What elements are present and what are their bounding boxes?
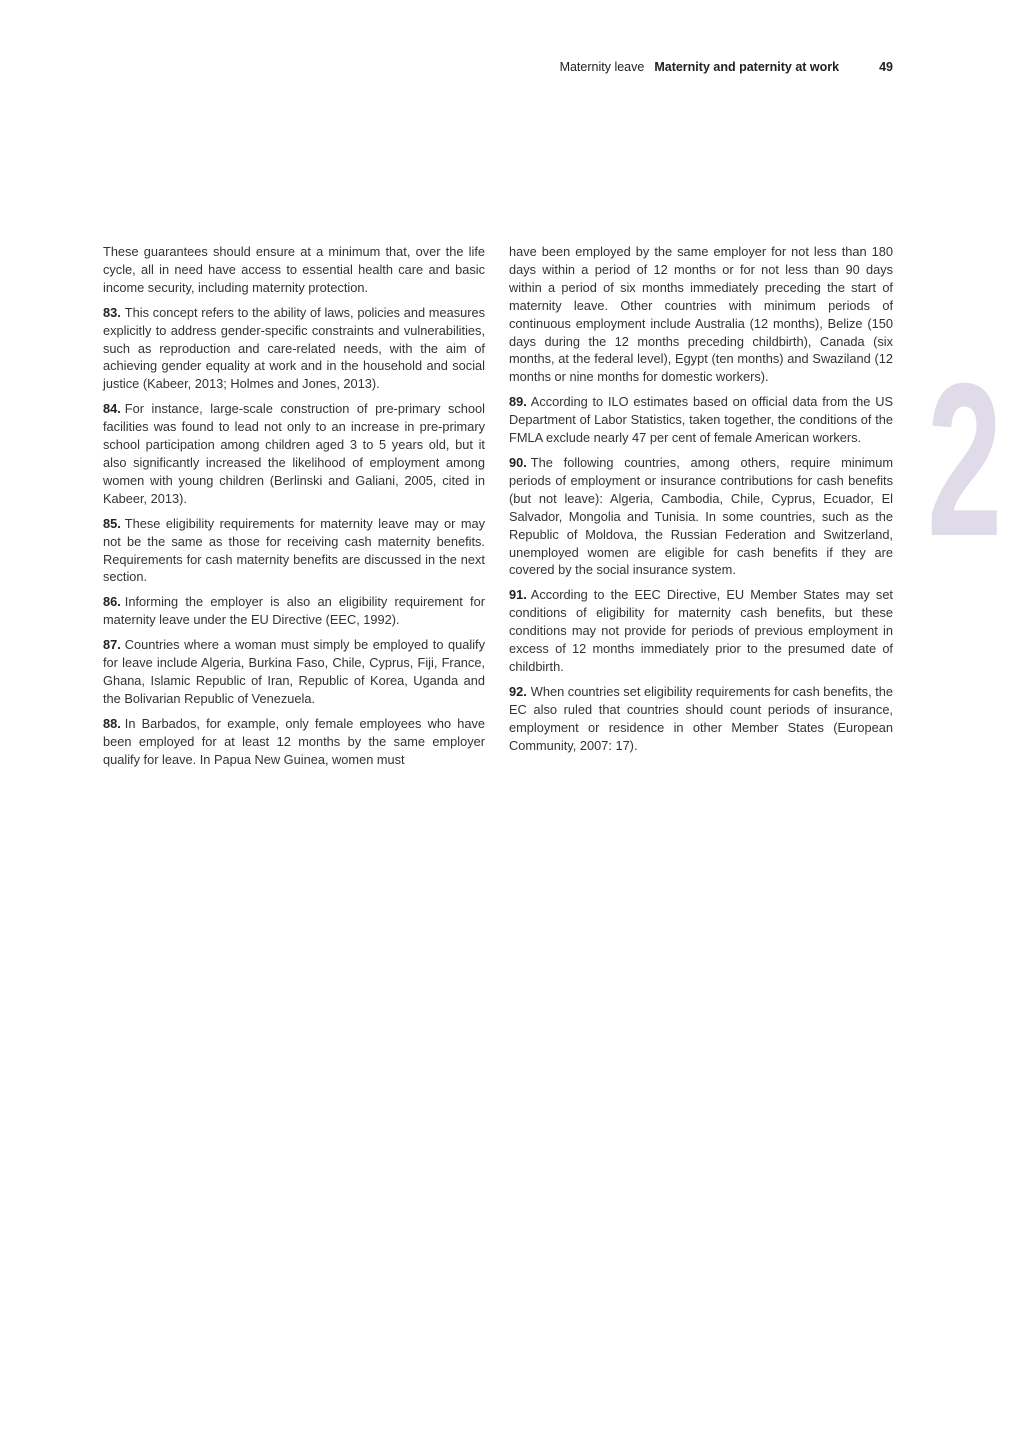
- note-number: 85.: [103, 515, 121, 531]
- note-number: 88.: [103, 715, 121, 731]
- note-86: [103, 593, 485, 629]
- note-text: Countries where a woman must simply be employed to qualify for leave include Algeria, Burkina Faso, Chile, Cyprus, Fiji, France, Ghana, Islamic Republic of Iran, Republic of Korea, Uganda and the Bolivarian Republic of Venezuela.: [103, 637, 485, 706]
- note-87: [103, 636, 485, 708]
- note-91: [509, 586, 893, 676]
- note-text: For instance, large-scale construction of pre-primary school facilities was found to lead not only to an increase in pre-primary school participation among children aged 3 to 5 years old, but it also significantly increased the likelihood of employment among women with young children (Berlinski and Galiani, 2005, cited in Kabeer, 2013).: [103, 401, 485, 506]
- note-89: [509, 393, 893, 447]
- note-number: 90.: [509, 454, 527, 470]
- note-number: 89.: [509, 394, 527, 410]
- running-header: [560, 60, 893, 74]
- note-text: These eligibility requirements for maternity leave may or may not be the same as those for receiving cash maternity benefits. Requirements for cash maternity benefits are discussed in the next section.: [103, 515, 485, 585]
- note-88: [103, 715, 485, 769]
- intro-paragraph: These guarantees should ensure at a minimum that, over the life cycle, all in need have access to essential health care and basic income security, including maternity protection.: [103, 244, 485, 295]
- continued-paragraph: have been employed by the same employer for not less than 180 days within a period of 12 months or for not less than 90 days within a period of six months immediately preceding the start of maternity leave. Other countries with minimum periods of continuous employment include Australia (12 months), Belize (150 days during the 12 months preceding childbirth), Canada (six months, at the federal level), Egypt (ten months) and Swaziland (12 months or nine months for domestic workers).: [509, 244, 893, 385]
- header-chapter-title: Maternity and paternity at work: [654, 60, 840, 74]
- note-number: 84.: [103, 401, 121, 417]
- note-92: [509, 683, 893, 755]
- page-number: 49: [879, 60, 893, 74]
- note-text: According to the EEC Directive, EU Member States may set conditions of eligibility for maternity cash benefits, but these conditions may not provide for periods of previous employment in excess of 12 months immediately prior to the presumed date of childbirth.: [509, 587, 893, 674]
- right-column: [509, 243, 893, 761]
- header-section-title: Maternity leave: [559, 60, 645, 74]
- note-85: [103, 515, 485, 587]
- note-number: 83.: [103, 304, 121, 320]
- note-text: Informing the employer is also an eligibility requirement for maternity leave under the EU Directive (EEC, 1992).: [103, 594, 485, 628]
- note-number: 91.: [509, 587, 527, 603]
- note-83: [103, 304, 485, 394]
- note-text: When countries set eligibility requirements for cash benefits, the EC also ruled that countries should count periods of insurance, employment or residence in other Member States (European Community, 2007: 17).: [509, 683, 893, 753]
- note-text: This concept refers to the ability of laws, policies and measures explicitly to address gender-specific constraints and vulnerabilities, such as reproduction and care-related needs, with the aim of achieving gender equality at work and in the household and social justice (Kabeer, 2013; Holmes and Jones, 2013).: [103, 304, 485, 392]
- chapter-marker: 2: [927, 339, 1000, 582]
- note-90: [509, 454, 893, 579]
- left-column: [103, 243, 485, 775]
- note-text: In Barbados, for example, only female employees who have been employed for at least 12 months by the same employer qualify for leave. In Papua New Guinea, women must: [103, 715, 485, 767]
- note-number: 92.: [509, 683, 527, 699]
- note-number: 86.: [103, 594, 121, 610]
- note-84: [103, 400, 485, 507]
- note-number: 87.: [103, 637, 121, 653]
- note-text: The following countries, among others, require minimum periods of employment or insurance contributions for cash benefits (but not leave): Algeria, Cambodia, Chile, Cyprus, Ecuador, El Salvador, Mongolia and Tunisia. In some countries, such as the Republic of Moldova, the Russian Federation and Switzerland, unemployed women are eligible for cash benefits if they are covered by the social insurance system.: [509, 454, 893, 578]
- note-text: According to ILO estimates based on official data from the US Department of Labor Statistics, taken together, the conditions of the FMLA exclude nearly 47 per cent of female American workers.: [509, 394, 893, 446]
